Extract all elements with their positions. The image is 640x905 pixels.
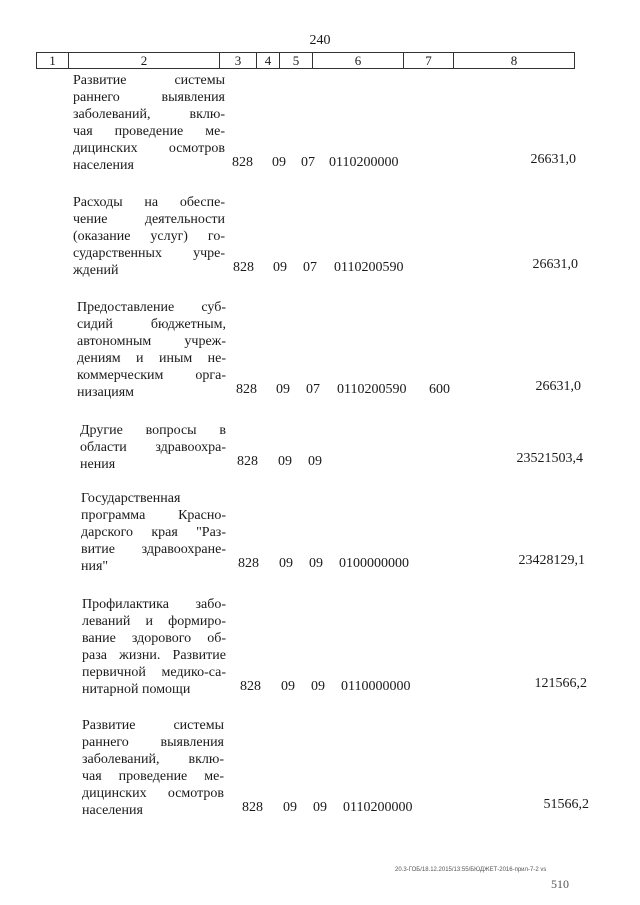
row-description-line: чение деятельности	[73, 212, 225, 227]
sheet-number: 510	[551, 877, 569, 891]
row-description-line: Развитие системы	[73, 73, 225, 88]
row-description-line: низациям	[77, 385, 135, 400]
row-chapter-code: 828	[233, 260, 254, 275]
row-description-line: чая проведение ме-	[73, 124, 225, 139]
column-header-5: 5	[280, 53, 313, 69]
row-description-line: области здравоохра-	[80, 440, 226, 455]
row-subsection-code: 07	[306, 382, 320, 397]
row-chapter-code: 828	[232, 155, 253, 170]
row-amount: 26631,0	[535, 379, 581, 394]
row-chapter-code: 828	[236, 382, 257, 397]
row-description-line: дениям и иным не-	[77, 351, 226, 366]
row-chapter-code: 828	[240, 679, 261, 694]
column-header-8: 8	[454, 53, 575, 69]
row-description-line: дицинских осмотров	[73, 141, 225, 156]
row-target-code: 0110200590	[334, 260, 404, 275]
row-description	[81, 490, 226, 575]
row-section-code: 09	[276, 382, 290, 397]
row-description	[80, 422, 226, 473]
row-description-line: Профилактика забо-	[82, 597, 226, 612]
column-header-7: 7	[404, 53, 454, 69]
row-section-code: 09	[278, 454, 292, 469]
row-description-line: дарского края "Раз-	[81, 525, 226, 540]
column-header-4: 4	[257, 53, 280, 69]
row-target-code: 0100000000	[339, 556, 409, 571]
row-description-line: Предоставление суб-	[77, 300, 226, 315]
row-chapter-code: 828	[237, 454, 258, 469]
row-amount: 23521503,4	[516, 451, 583, 466]
row-subsection-code: 07	[301, 155, 315, 170]
row-description-line: Расходы на обеспе-	[73, 195, 225, 210]
row-description-line: Государственная	[81, 491, 181, 506]
row-amount: 26631,0	[532, 257, 578, 272]
row-section-code: 09	[283, 800, 297, 815]
row-description-line: нитарной помощи	[82, 682, 191, 697]
column-header-2: 2	[69, 53, 220, 69]
row-description-line: программа Красно-	[81, 508, 226, 523]
row-section-code: 09	[273, 260, 287, 275]
row-description-line: раннего выявления	[82, 735, 224, 750]
row-description-line: ния"	[81, 559, 109, 574]
column-header-1: 1	[37, 53, 69, 69]
row-amount: 23428129,1	[518, 553, 585, 568]
row-amount: 121566,2	[534, 676, 587, 691]
row-description-line: (оказание услуг) го-	[73, 229, 225, 244]
row-target-code: 0110000000	[341, 679, 411, 694]
row-description-line: леваний и формиро-	[82, 614, 226, 629]
row-subsection-code: 09	[313, 800, 327, 815]
row-description-line: населения	[82, 803, 143, 818]
row-description	[77, 299, 226, 401]
row-description-line: нения	[80, 457, 116, 472]
row-description	[82, 596, 226, 698]
footer-note: 20.3-ГОБ/18.12.2015/13:55/БЮДЖЕТ-2016-прил-7-2 vs	[395, 867, 547, 873]
row-description-line: коммерческим орга-	[77, 368, 226, 383]
row-description-line: Другие вопросы в	[80, 423, 226, 438]
row-description	[73, 194, 225, 279]
row-description-line: чая проведение ме-	[82, 769, 224, 784]
row-target-code: 0110200590	[337, 382, 407, 397]
row-target-code: 0110200000	[329, 155, 399, 170]
row-description-line: вание здорового об-	[82, 631, 226, 646]
row-description-line: заболеваний, вклю-	[73, 107, 225, 122]
column-header-3: 3	[220, 53, 257, 69]
row-subsection-code: 07	[303, 260, 317, 275]
row-description	[73, 72, 225, 174]
row-chapter-code: 828	[242, 800, 263, 815]
row-subsection-code: 09	[308, 454, 322, 469]
row-description-line: дицинских осмотров	[82, 786, 224, 801]
row-description-line: первичной медико-са-	[82, 665, 226, 680]
page-number: 240	[309, 33, 331, 48]
row-section-code: 09	[281, 679, 295, 694]
row-expense-type-code: 600	[429, 382, 450, 397]
row-description-line: сидий бюджетным,	[77, 317, 226, 332]
row-description-line: сударственных учре-	[73, 246, 225, 261]
column-header-table	[36, 52, 575, 69]
row-description-line: автономным учреж-	[77, 334, 226, 349]
row-section-code: 09	[272, 155, 286, 170]
row-amount: 51566,2	[543, 797, 589, 812]
row-description-line: ждений	[73, 263, 119, 278]
row-subsection-code: 09	[309, 556, 323, 571]
row-description-line: населения	[73, 158, 134, 173]
column-header-6: 6	[313, 53, 404, 69]
row-target-code: 0110200000	[343, 800, 413, 815]
row-section-code: 09	[279, 556, 293, 571]
row-description-line: раза жизни. Развитие	[82, 648, 226, 663]
row-chapter-code: 828	[238, 556, 259, 571]
row-description-line: раннего выявления	[73, 90, 225, 105]
row-subsection-code: 09	[311, 679, 325, 694]
row-description	[82, 717, 224, 819]
row-description-line: витие здравоохране-	[81, 542, 226, 557]
row-description-line: заболеваний, вклю-	[82, 752, 224, 767]
row-amount: 26631,0	[530, 152, 576, 167]
row-description-line: Развитие системы	[82, 718, 224, 733]
